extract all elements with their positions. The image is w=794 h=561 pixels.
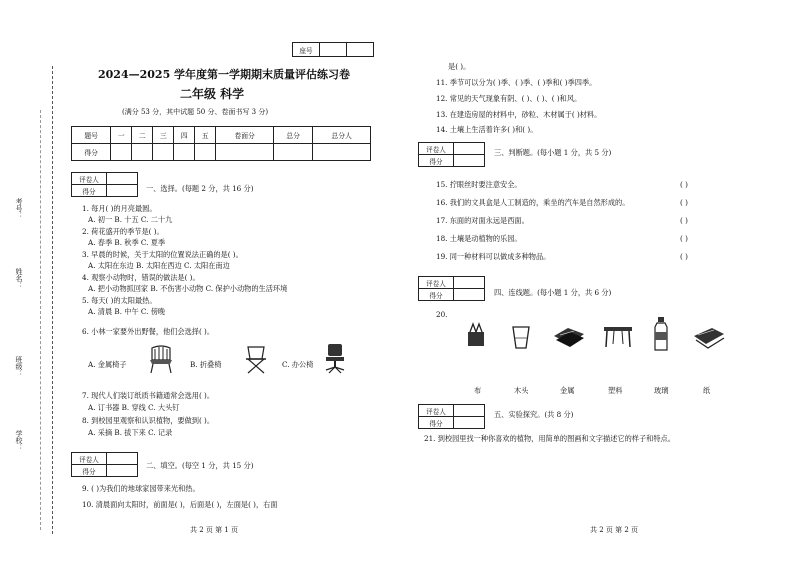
question-14: 14. 土壤上生活着许多( )和( )。 bbox=[436, 125, 538, 134]
material-glass: 玻璃 bbox=[654, 386, 669, 395]
score-header: 总分 bbox=[273, 127, 312, 144]
binding-banji: 班级： bbox=[15, 356, 23, 377]
question-19: 19. 同一种材料可以做成多种物品。 bbox=[436, 252, 551, 261]
score-label: 得分 bbox=[72, 185, 107, 197]
question-4: 4. 观察小动物时，错误的做法是( )。 bbox=[82, 273, 200, 282]
score-box-1 bbox=[71, 172, 138, 197]
folding-chair-icon bbox=[242, 344, 270, 374]
score-header: 一 bbox=[111, 127, 132, 144]
binding-kaohao: 考号： bbox=[15, 198, 23, 219]
score-box-5 bbox=[418, 404, 485, 429]
question-9: 9. ( )为我们的地球家园带来光和热。 bbox=[82, 484, 200, 493]
question-6-option-b: B. 折叠椅 bbox=[190, 360, 222, 369]
material-wood: 木头 bbox=[514, 386, 529, 395]
question-3: 3. 早晨的时候，关于太阳的位置说法正确的是( )。 bbox=[82, 250, 243, 259]
question-1: 1. 每月( )的月亮最圆。 bbox=[82, 204, 157, 213]
fabric-icon bbox=[692, 324, 726, 350]
score-header: 二 bbox=[132, 127, 153, 144]
question-2-options: A. 春季 B. 秋季 C. 夏季 bbox=[88, 238, 166, 247]
question-5-options: A. 清晨 B. 中午 C. 傍晚 bbox=[88, 307, 166, 316]
section-4-title: 四、连线题。(每小题 1 分，共 6 分) bbox=[494, 288, 612, 297]
score-header: 题号 bbox=[72, 127, 111, 144]
reviewer-label: 评卷人 bbox=[419, 277, 454, 289]
score-note: (满分 53 分，其中试题 50 分、卷面书写 3 分) bbox=[122, 108, 269, 116]
books-icon bbox=[552, 322, 586, 348]
question-7: 7. 现代人们装订纸质书籍通常会选用( )。 bbox=[82, 391, 215, 400]
score-label: 得分 bbox=[419, 417, 454, 429]
seat-box bbox=[292, 42, 374, 57]
answer-paren-18: ( ) bbox=[680, 234, 688, 243]
plastic-bottle-icon bbox=[652, 316, 670, 352]
question-6-option-a: A. 金属椅子 bbox=[88, 360, 127, 369]
score-label: 得分 bbox=[419, 155, 454, 167]
score-header: 四 bbox=[174, 127, 195, 144]
seat-label: 座号 bbox=[293, 43, 320, 57]
section-5-title: 五、实验探究。(共 8 分) bbox=[494, 410, 574, 419]
binding-xuexiao: 学校： bbox=[15, 430, 23, 451]
footer-page-1: 共 2 页 第 1 页 bbox=[190, 526, 239, 534]
score-header: 总分人 bbox=[313, 127, 371, 144]
table-icon bbox=[602, 324, 634, 348]
question-13: 13. 在建造房屋的材料中，砂粒、木材属于( )材料。 bbox=[436, 110, 602, 119]
question-2: 2. 荷花盛开的季节是( )。 bbox=[82, 227, 164, 236]
question-6-option-c: C. 办公椅 bbox=[282, 360, 314, 369]
section-3-title: 三、判断题。(每小题 1 分，共 5 分) bbox=[494, 148, 612, 157]
answer-paren-16: ( ) bbox=[680, 198, 688, 207]
question-17: 17. 东面的对面永远是西面。 bbox=[436, 216, 529, 225]
binding-dash-line bbox=[52, 66, 53, 534]
reviewer-label: 评卷人 bbox=[419, 143, 454, 155]
score-box-3 bbox=[418, 142, 485, 167]
footer-page-2: 共 2 页 第 2 页 bbox=[590, 526, 639, 534]
grade-subject: 二年级 科学 bbox=[180, 87, 245, 101]
question-1-options: A. 初一 B. 十五 C. 二十九 bbox=[88, 215, 173, 224]
question-5: 5. 每天( )的太阳最热。 bbox=[82, 296, 157, 305]
reviewer-label: 评卷人 bbox=[72, 173, 107, 185]
question-10: 10. 清晨面向太阳时，前面是( )，后面是( )，左面是( )，右面 bbox=[82, 500, 278, 509]
glass-cup-icon bbox=[510, 324, 532, 350]
answer-paren-15: ( ) bbox=[680, 180, 688, 189]
section-1-title: 一、选择。(每题 2 分，共 16 分) bbox=[146, 184, 254, 193]
binder-clip-icon bbox=[462, 322, 490, 350]
question-10-continued: 是( )。 bbox=[448, 62, 471, 71]
score-label: 得分 bbox=[419, 289, 454, 301]
question-7-options: A. 订书器 B. 穿线 C. 大头钉 bbox=[88, 403, 180, 412]
question-21: 21. 到校园里找一种你喜欢的植物，用简单的图画和文字描述它的样子和特点。 bbox=[424, 434, 675, 443]
question-4-options: A. 把小动物抓回家 B. 不伤害小动物 C. 保护小动物的生活环境 bbox=[88, 284, 288, 293]
score-box-2 bbox=[71, 452, 138, 477]
binding-xingming: 姓名： bbox=[15, 268, 23, 289]
question-15: 15. 拧眼丝时要注意安全。 bbox=[436, 180, 522, 189]
question-6: 6. 小林一家要外出野餐，他们会选择( )。 bbox=[82, 327, 215, 336]
metal-chair-icon bbox=[146, 344, 176, 374]
question-16: 16. 我们的文具盒是人工制造的，乘坐的汽车是自然形成的。 bbox=[436, 198, 630, 207]
question-8-options: A. 采摘 B. 拔下来 C. 记录 bbox=[88, 428, 173, 437]
score-header: 五 bbox=[195, 127, 216, 144]
exam-title: 2024—2025 学年度第一学期期末质量评估练习卷 bbox=[98, 68, 351, 81]
material-cloth: 布 bbox=[474, 386, 482, 395]
binding-dash-line-2 bbox=[40, 110, 41, 530]
score-label: 得分 bbox=[72, 465, 107, 477]
answer-paren-17: ( ) bbox=[680, 216, 688, 225]
question-20: 20. bbox=[436, 310, 448, 319]
material-plastic: 塑料 bbox=[608, 386, 623, 395]
section-2-title: 二、填空。(每空 1 分，共 15 分) bbox=[146, 461, 254, 470]
score-table bbox=[71, 126, 371, 161]
question-3-options: A. 太阳在东边 B. 太阳在西边 C. 太阳在南边 bbox=[88, 261, 230, 270]
score-row-label: 得分 bbox=[72, 144, 111, 161]
reviewer-label: 评卷人 bbox=[419, 405, 454, 417]
answer-paren-19: ( ) bbox=[680, 252, 688, 261]
question-12: 12. 常见的天气现象有阴、( )、( )、( )和风。 bbox=[436, 94, 582, 103]
question-8: 8. 到校园里观察和认识植物，要做到( )。 bbox=[82, 416, 215, 425]
score-header: 卷面分 bbox=[216, 127, 274, 144]
question-11: 11. 季节可以分为( )季、( )季、( )季和( )季四季。 bbox=[436, 78, 597, 87]
reviewer-label: 评卷人 bbox=[72, 453, 107, 465]
score-header: 三 bbox=[153, 127, 174, 144]
office-chair-icon bbox=[322, 342, 348, 374]
question-18: 18. 土壤是动植物的乐园。 bbox=[436, 234, 522, 243]
material-metal: 金属 bbox=[560, 386, 575, 395]
score-box-4 bbox=[418, 276, 485, 301]
material-paper: 纸 bbox=[703, 386, 711, 395]
